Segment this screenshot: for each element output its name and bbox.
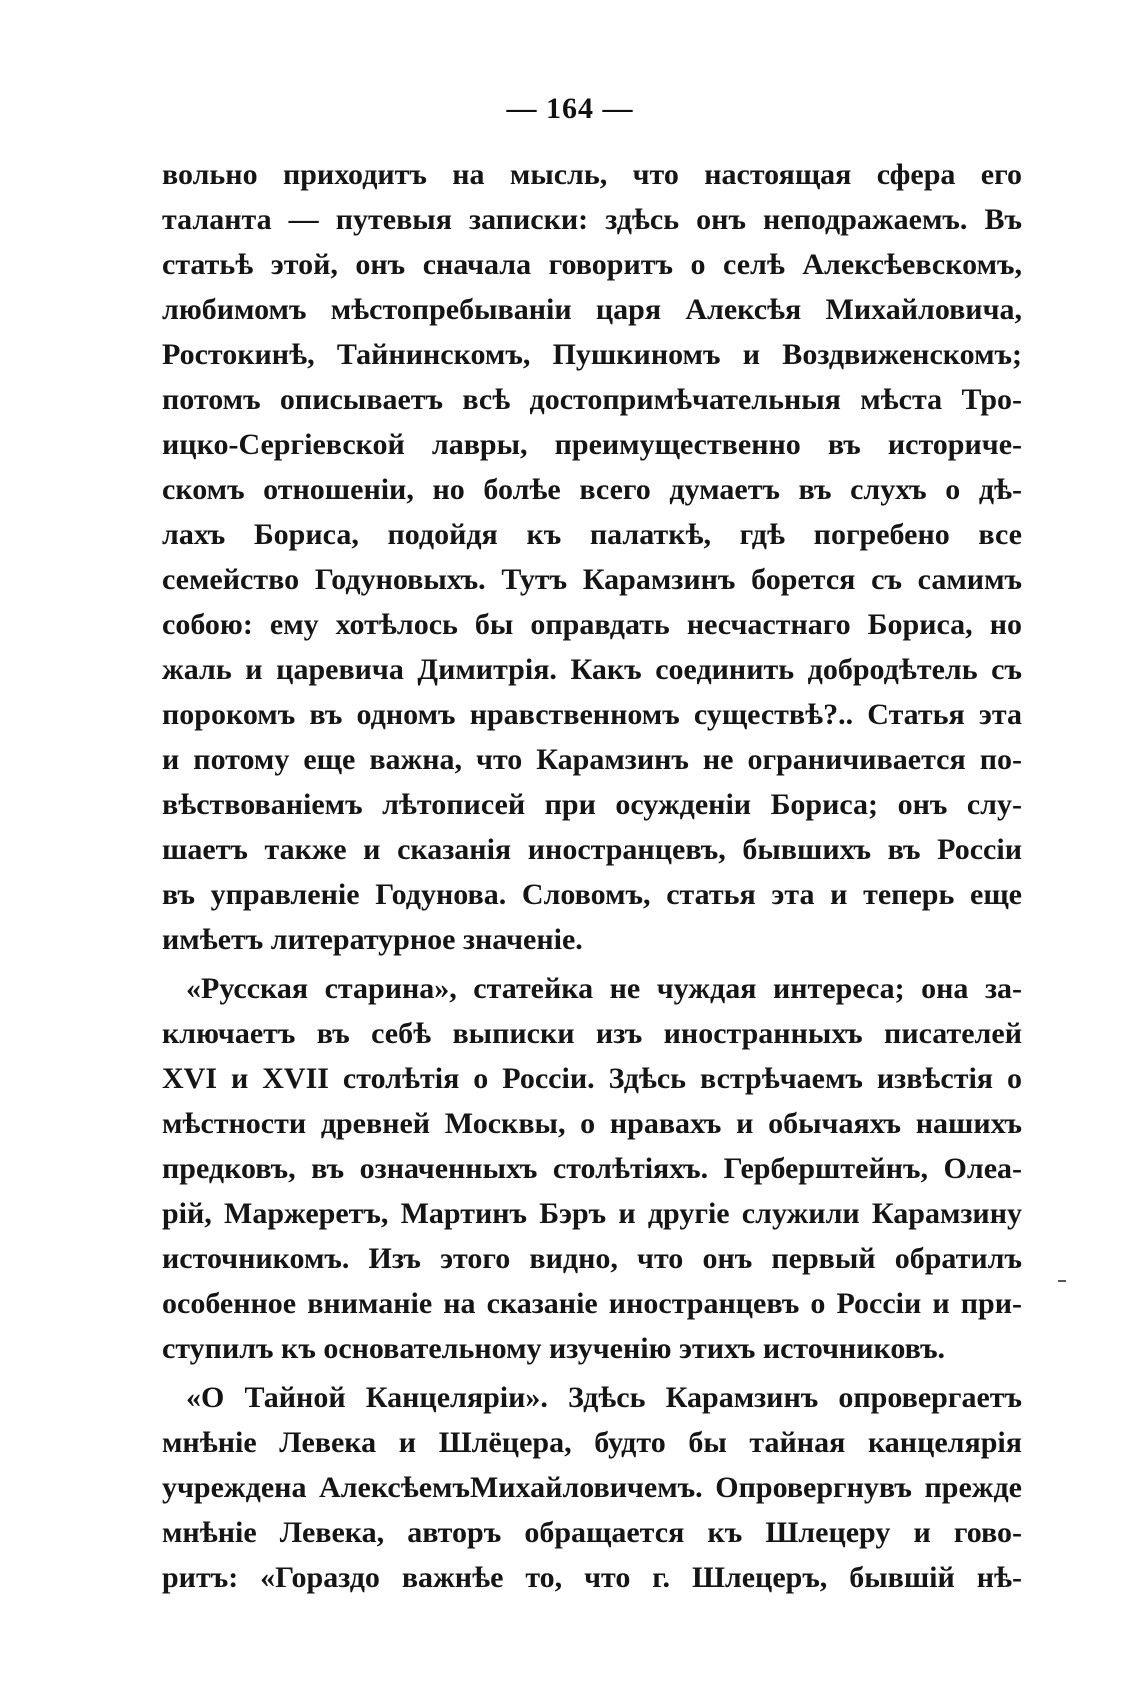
text-line: мнѣніе Левека, авторъ обращается къ Шлецеру и гово- — [162, 1516, 1022, 1549]
text-line: рій, Маржеретъ, Мартинъ Бэръ и другіе служили Карамзину — [162, 1197, 1022, 1230]
text-line: и потому еще важна, что Карамзинъ не ограничивается по- — [162, 743, 1022, 776]
paragraph — [162, 1375, 1022, 1600]
text-line: ритъ: «Гораздо важнѣе то, что г. Шлецеръ, бывшій нѣ- — [162, 1561, 1022, 1594]
text-line: потомъ описываетъ всѣ достопримѣчательныя мѣста Тро- — [162, 383, 1022, 416]
text-line: «Русская старина», статейка не чуждая интереса; она за- — [186, 972, 1022, 1005]
page-number: — 164 — — [506, 92, 634, 125]
text-line: шаетъ также и сказанія иностранцевъ, бывшихъ въ Россіи — [162, 833, 1022, 866]
text-line: вольно приходитъ на мысль, что настоящая сфера его — [162, 158, 1022, 191]
text-line: источникомъ. Изъ этого видно, что онъ первый обратилъ — [162, 1242, 1022, 1275]
text-line: «О Тайной Канцеляріи». Здѣсь Карамзинъ опровергаетъ — [186, 1381, 1022, 1414]
text-line: мѣстности древней Москвы, о нравахъ и обычаяхъ нашихъ — [162, 1107, 1022, 1140]
text-line: жаль и царевича Димитрія. Какъ соединить добродѣтель съ — [162, 653, 1022, 686]
text-line: семейство Годуновыхъ. Тутъ Карамзинъ борется съ самимъ — [162, 563, 1022, 596]
text-line: XVI и XVII столѣтія о Россіи. Здѣсь встрѣчаемъ извѣстія о — [162, 1062, 1022, 1095]
body-text — [162, 152, 1022, 1600]
text-line: мнѣніе Левека и Шлёцера, будто бы тайная канцелярія — [162, 1426, 1022, 1459]
text-line: статьѣ этой, онъ сначала говоритъ о селѣ Алексѣевскомъ, — [162, 248, 1022, 281]
printing-mark — [1058, 1280, 1066, 1282]
text-line: собою: ему хотѣлось бы оправдать несчастнаго Бориса, но — [162, 608, 1022, 641]
paragraph — [162, 152, 1022, 962]
text-line: лахъ Бориса, подойдя къ палаткѣ, гдѣ погребено все — [162, 518, 1022, 551]
text-line: особенное вниманіе на сказаніе иностранцевъ о Россіи и при- — [162, 1287, 1022, 1320]
text-line: скомъ отношеніи, но болѣе всего думаетъ въ слухъ о дѣ- — [162, 473, 1022, 506]
text-line: въ управленіе Годунова. Словомъ, статья эта и теперь еще — [162, 878, 1022, 911]
text-line: ступилъ къ основательному изученію этихъ источниковъ. — [162, 1332, 946, 1365]
text-line: ключаетъ въ себѣ выписки изъ иностранныхъ писателей — [162, 1017, 1022, 1050]
text-line: имѣетъ литературное значеніе. — [162, 923, 583, 956]
text-line: ицко-Сергіевской лавры, преимущественно въ историче- — [162, 428, 1022, 461]
text-line: предковъ, въ означенныхъ столѣтіяхъ. Герберштейнъ, Олеа- — [162, 1152, 1022, 1185]
text-line: таланта — путевыя записки: здѣсь онъ неподражаемъ. Въ — [162, 203, 1022, 236]
text-line: порокомъ въ одномъ нравственномъ существѣ?.. Статья эта — [162, 698, 1022, 731]
text-line: учреждена АлексѣемъМихайловичемъ. Опровергнувъ прежде — [162, 1471, 1022, 1504]
text-line: вѣствованіемъ лѣтописей при осужденіи Бориса; онъ слу- — [162, 788, 1022, 821]
text-line: любимомъ мѣстопребываніи царя Алексѣя Михайловича, — [162, 293, 1022, 326]
paragraph — [162, 966, 1022, 1371]
text-line: Ростокинѣ, Тайнинскомъ, Пушкиномъ и Воздвиженскомъ; — [162, 338, 1022, 371]
